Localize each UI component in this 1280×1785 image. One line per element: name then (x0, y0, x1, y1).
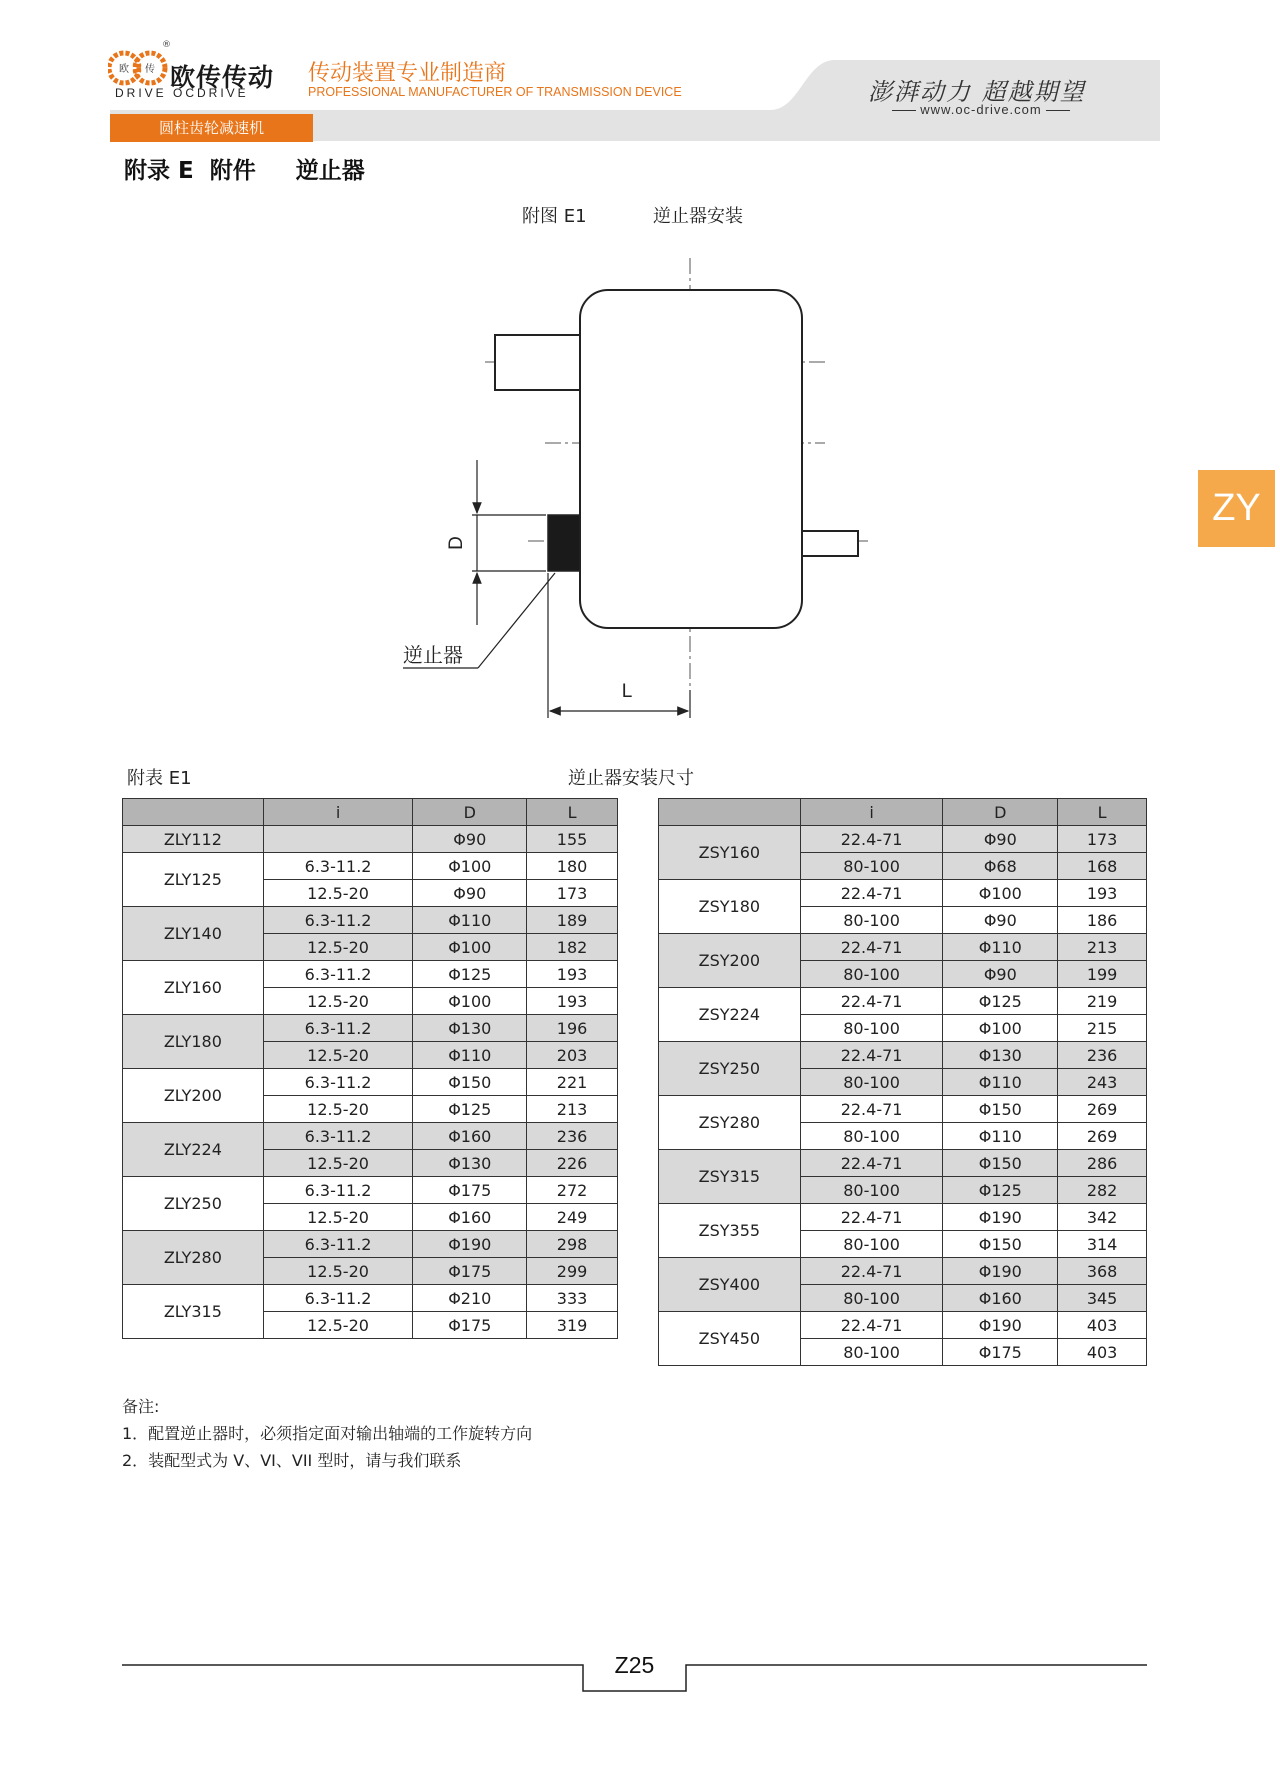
ratio-cell: 6.3-11.2 (263, 1177, 413, 1204)
diameter-cell: Φ210 (413, 1285, 527, 1312)
table-row (123, 826, 618, 853)
length-cell: 193 (527, 961, 618, 988)
ratio-cell: 6.3-11.2 (263, 1285, 413, 1312)
length-cell: 221 (527, 1069, 618, 1096)
figure-caption-title: 逆止器安装 (653, 206, 743, 227)
diameter-cell: Φ90 (943, 961, 1058, 988)
model-cell: ZLY140 (123, 907, 264, 961)
length-cell: 219 (1058, 988, 1147, 1015)
dimension-table-zsy (658, 798, 1147, 1366)
ratio-cell: 6.3-11.2 (263, 853, 413, 880)
model-cell: ZSY400 (659, 1258, 801, 1312)
ratio-cell: 22.4-71 (800, 1204, 943, 1231)
table-row (659, 1042, 1147, 1069)
ratio-cell: 80-100 (800, 853, 943, 880)
model-cell: ZSY280 (659, 1096, 801, 1150)
output-shaft (802, 531, 858, 556)
ratio-cell: 6.3-11.2 (263, 961, 413, 988)
diameter-cell: Φ90 (413, 826, 527, 853)
table-row (659, 1258, 1147, 1285)
backstop-label: 逆止器 (403, 643, 463, 667)
diameter-cell: Φ150 (943, 1150, 1058, 1177)
diameter-cell: Φ175 (413, 1258, 527, 1285)
column-header-3: L (1058, 799, 1147, 826)
website-text: www.oc-drive.com (920, 102, 1042, 117)
length-cell: 342 (1058, 1204, 1147, 1231)
model-cell: ZLY280 (123, 1231, 264, 1285)
model-cell: ZSY355 (659, 1204, 801, 1258)
diameter-cell: Φ175 (413, 1312, 527, 1339)
brand-name-en: DRIVE OCDRIVE (115, 86, 249, 100)
length-cell: 403 (1058, 1312, 1147, 1339)
notes-title: 备注: (122, 1397, 160, 1416)
column-header-2: D (943, 799, 1058, 826)
diameter-cell: Φ175 (413, 1177, 527, 1204)
model-cell: ZLY224 (123, 1123, 264, 1177)
model-cell: ZLY125 (123, 853, 264, 907)
length-cell: 199 (1058, 961, 1147, 988)
length-cell: 403 (1058, 1339, 1147, 1366)
ratio-cell: 80-100 (800, 907, 943, 934)
logo-mark-icon (108, 44, 176, 92)
length-cell: 286 (1058, 1150, 1147, 1177)
ratio-cell: 12.5-20 (263, 880, 413, 907)
length-cell: 319 (527, 1312, 618, 1339)
backstop-block (548, 515, 580, 571)
length-cell: 189 (527, 907, 618, 934)
backstop-installation-diagram (380, 250, 880, 730)
diameter-cell: Φ125 (943, 988, 1058, 1015)
ratio-cell: 80-100 (800, 1285, 943, 1312)
table-caption-number: 附表 E1 (127, 768, 192, 789)
ratio-cell: 22.4-71 (800, 1258, 943, 1285)
diameter-cell: Φ160 (413, 1123, 527, 1150)
model-cell: ZSY224 (659, 988, 801, 1042)
input-shaft (495, 335, 580, 390)
length-cell: 226 (527, 1150, 618, 1177)
table-row (659, 934, 1147, 961)
ratio-cell: 6.3-11.2 (263, 1231, 413, 1258)
table-row (123, 1177, 618, 1204)
diameter-cell: Φ110 (943, 934, 1058, 961)
page-number: Z25 (614, 1652, 655, 1678)
table-row (123, 1069, 618, 1096)
logo-glyph-2: 传 (145, 64, 155, 75)
diameter-cell: Φ90 (943, 907, 1058, 934)
ratio-cell: 22.4-71 (800, 1042, 943, 1069)
dim-label-D: D (446, 536, 467, 550)
model-cell: ZLY315 (123, 1285, 264, 1339)
length-cell: 173 (1058, 826, 1147, 853)
ratio-cell: 12.5-20 (263, 1042, 413, 1069)
column-header-0 (123, 799, 264, 826)
diameter-cell: Φ160 (943, 1285, 1058, 1312)
length-cell: 182 (527, 934, 618, 961)
diameter-cell: Φ100 (943, 880, 1058, 907)
table-row (123, 961, 618, 988)
diameter-cell: Φ68 (943, 853, 1058, 880)
diameter-cell: Φ100 (413, 988, 527, 1015)
diameter-cell: Φ150 (413, 1069, 527, 1096)
ratio-cell: 12.5-20 (263, 1096, 413, 1123)
dimension-table-zly (122, 798, 618, 1339)
diameter-cell: Φ110 (413, 907, 527, 934)
table-row (659, 1312, 1147, 1339)
ratio-cell: 22.4-71 (800, 1096, 943, 1123)
ratio-cell: 12.5-20 (263, 1312, 413, 1339)
note-item-1: 1．配置逆止器时，必须指定面对输出轴端的工作旋转方向 (122, 1424, 533, 1443)
notes (122, 1393, 532, 1474)
ratio-cell: 12.5-20 (263, 1258, 413, 1285)
length-cell: 193 (1058, 880, 1147, 907)
table-row (123, 907, 618, 934)
length-cell: 298 (527, 1231, 618, 1258)
gearbox-housing (580, 290, 802, 628)
diameter-cell: Φ160 (413, 1204, 527, 1231)
table-row (659, 1096, 1147, 1123)
table-header-row (659, 799, 1147, 826)
column-header-0 (659, 799, 801, 826)
diameter-cell: Φ130 (413, 1015, 527, 1042)
diameter-cell: Φ90 (413, 880, 527, 907)
website-url (878, 102, 1084, 117)
model-cell: ZSY160 (659, 826, 801, 880)
diameter-cell: Φ100 (413, 853, 527, 880)
diameter-cell: Φ110 (413, 1042, 527, 1069)
length-cell: 186 (1058, 907, 1147, 934)
table-caption-title: 逆止器安装尺寸 (568, 768, 694, 789)
table-row (659, 1204, 1147, 1231)
length-cell: 243 (1058, 1069, 1147, 1096)
diameter-cell: Φ130 (413, 1150, 527, 1177)
diameter-cell: Φ150 (943, 1231, 1058, 1258)
column-header-2: D (413, 799, 527, 826)
ratio-cell: 6.3-11.2 (263, 1069, 413, 1096)
diameter-cell: Φ100 (943, 1015, 1058, 1042)
table-row (659, 880, 1147, 907)
length-cell: 173 (527, 880, 618, 907)
figure-caption-number: 附图 E1 (522, 206, 587, 227)
column-header-1: i (263, 799, 413, 826)
model-cell: ZLY250 (123, 1177, 264, 1231)
model-cell: ZSY450 (659, 1312, 801, 1366)
ratio-cell: 6.3-11.2 (263, 1123, 413, 1150)
model-cell: ZSY250 (659, 1042, 801, 1096)
section-title: 附录 E 附件 逆止器 (124, 158, 365, 184)
ratio-cell (263, 826, 413, 853)
model-cell: ZLY112 (123, 826, 264, 853)
ratio-cell: 80-100 (800, 1015, 943, 1042)
length-cell: 236 (527, 1123, 618, 1150)
length-cell: 236 (1058, 1042, 1147, 1069)
length-cell: 314 (1058, 1231, 1147, 1258)
category-tab: 圆柱齿轮减速机 (110, 114, 313, 142)
slogan: 澎湃动力 超越期望 (868, 78, 1086, 106)
length-cell: 368 (1058, 1258, 1147, 1285)
diameter-cell: Φ110 (943, 1069, 1058, 1096)
length-cell: 345 (1058, 1285, 1147, 1312)
table-row (123, 853, 618, 880)
length-cell: 215 (1058, 1015, 1147, 1042)
column-header-1: i (800, 799, 943, 826)
length-cell: 269 (1058, 1096, 1147, 1123)
length-cell: 180 (527, 853, 618, 880)
diameter-cell: Φ190 (943, 1312, 1058, 1339)
length-cell: 333 (527, 1285, 618, 1312)
ratio-cell: 80-100 (800, 1339, 943, 1366)
diameter-cell: Φ175 (943, 1339, 1058, 1366)
diameter-cell: Φ125 (943, 1177, 1058, 1204)
table-header-row (123, 799, 618, 826)
brand-name-cn: 欧传传动 (170, 63, 275, 92)
diameter-cell: Φ125 (413, 1096, 527, 1123)
ratio-cell: 22.4-71 (800, 1312, 943, 1339)
ratio-cell: 6.3-11.2 (263, 1015, 413, 1042)
length-cell: 272 (527, 1177, 618, 1204)
table-row (123, 1231, 618, 1258)
length-cell: 213 (527, 1096, 618, 1123)
ratio-cell: 22.4-71 (800, 880, 943, 907)
diameter-cell: Φ190 (943, 1258, 1058, 1285)
diameter-cell: Φ190 (943, 1204, 1058, 1231)
diameter-cell: Φ90 (943, 826, 1058, 853)
model-cell: ZSY180 (659, 880, 801, 934)
tagline-cn: 传动装置专业制造商 (308, 61, 507, 86)
table-row (659, 1150, 1147, 1177)
length-cell: 269 (1058, 1123, 1147, 1150)
ratio-cell: 80-100 (800, 1177, 943, 1204)
ratio-cell: 80-100 (800, 1069, 943, 1096)
table-row (659, 988, 1147, 1015)
ratio-cell: 80-100 (800, 1123, 943, 1150)
diameter-cell: Φ150 (943, 1096, 1058, 1123)
ratio-cell: 22.4-71 (800, 934, 943, 961)
model-cell: ZSY200 (659, 934, 801, 988)
table-row (659, 826, 1147, 853)
ratio-cell: 22.4-71 (800, 826, 943, 853)
model-cell: ZLY180 (123, 1015, 264, 1069)
ratio-cell: 80-100 (800, 1231, 943, 1258)
length-cell: 299 (527, 1258, 618, 1285)
diameter-cell: Φ190 (413, 1231, 527, 1258)
diameter-cell: Φ130 (943, 1042, 1058, 1069)
ratio-cell: 12.5-20 (263, 1204, 413, 1231)
diameter-cell: Φ125 (413, 961, 527, 988)
length-cell: 155 (527, 826, 618, 853)
side-tab-zy[interactable]: ZY (1198, 470, 1275, 547)
length-cell: 203 (527, 1042, 618, 1069)
model-cell: ZLY200 (123, 1069, 264, 1123)
diameter-cell: Φ110 (943, 1123, 1058, 1150)
length-cell: 282 (1058, 1177, 1147, 1204)
length-cell: 193 (527, 988, 618, 1015)
note-item-2: 2．装配型式为 V、VI、VII 型时，请与我们联系 (122, 1451, 462, 1470)
model-cell: ZLY160 (123, 961, 264, 1015)
table-row (123, 1015, 618, 1042)
length-cell: 249 (527, 1204, 618, 1231)
column-header-3: L (527, 799, 618, 826)
ratio-cell: 6.3-11.2 (263, 907, 413, 934)
registered-mark: ® (162, 40, 171, 50)
tagline-en: PROFESSIONAL MANUFACTURER OF TRANSMISSION DEVICE (308, 85, 682, 99)
table-row (123, 1123, 618, 1150)
table-row (123, 1285, 618, 1312)
dim-label-L: L (621, 681, 633, 702)
diameter-cell: Φ100 (413, 934, 527, 961)
ratio-cell: 22.4-71 (800, 988, 943, 1015)
length-cell: 168 (1058, 853, 1147, 880)
length-cell: 213 (1058, 934, 1147, 961)
length-cell: 196 (527, 1015, 618, 1042)
model-cell: ZSY315 (659, 1150, 801, 1204)
ratio-cell: 12.5-20 (263, 1150, 413, 1177)
ratio-cell: 80-100 (800, 961, 943, 988)
ratio-cell: 22.4-71 (800, 1150, 943, 1177)
ratio-cell: 12.5-20 (263, 988, 413, 1015)
logo-glyph-1: 欧 (119, 64, 129, 75)
ratio-cell: 12.5-20 (263, 934, 413, 961)
